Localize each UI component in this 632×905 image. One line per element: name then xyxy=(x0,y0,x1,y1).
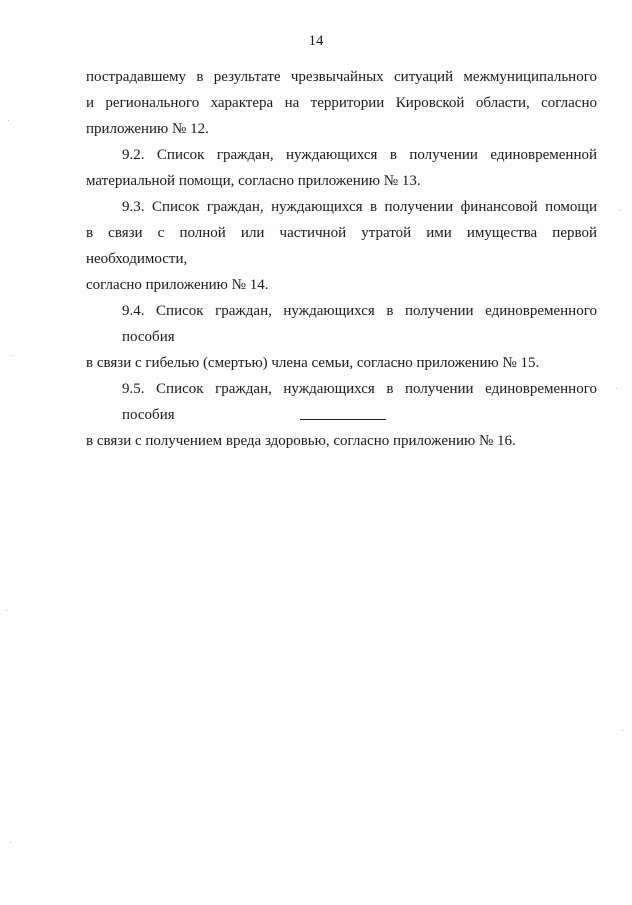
paragraph-9-4 xyxy=(86,298,597,376)
scan-speck xyxy=(622,730,623,731)
paragraph-line: 9.4. Список граждан, нуждающихся в получении единовременного пособия xyxy=(122,303,597,345)
scan-speck xyxy=(616,388,617,389)
paragraph-line: 9.3. Список граждан, нуждающихся в получении финансовой помощи xyxy=(122,199,597,215)
scan-speck xyxy=(620,210,621,211)
paragraph-line: в связи с гибелью (смертью) члена семьи, согласно приложению № 15. xyxy=(86,355,540,371)
paragraph-line: и регионального характера на территории Кировской области, согласно xyxy=(86,95,597,111)
paragraph-continuation xyxy=(86,64,597,142)
scan-speck xyxy=(8,120,9,121)
document-body xyxy=(86,64,597,454)
paragraph-line: в связи с полной или частичной утратой ими имущества первой необходимости, xyxy=(86,225,597,267)
paragraph-9-5 xyxy=(86,376,597,454)
scan-speck xyxy=(10,842,11,843)
paragraph-9-2 xyxy=(86,142,597,194)
paragraph-line: приложению № 12. xyxy=(86,121,209,137)
end-of-document-rule xyxy=(300,419,386,420)
paragraph-line: 9.2. Список граждан, нуждающихся в получении единовременной xyxy=(122,147,597,163)
paragraph-line: пострадавшему в результате чрезвычайных ситуаций межмуниципального xyxy=(86,69,597,85)
page-number: 14 xyxy=(308,33,324,49)
paragraph-line: в связи с получением вреда здоровью, согласно приложению № 16. xyxy=(86,433,516,449)
paragraph-line: согласно приложению № 14. xyxy=(86,277,269,293)
scan-speck xyxy=(6,610,7,611)
paragraph-line: материальной помощи, согласно приложению № 13. xyxy=(86,173,421,189)
paragraph-9-3 xyxy=(86,194,597,298)
paragraph-line: 9.5. Список граждан, нуждающихся в получении единовременного пособия xyxy=(122,381,597,423)
scan-speck xyxy=(12,355,13,356)
